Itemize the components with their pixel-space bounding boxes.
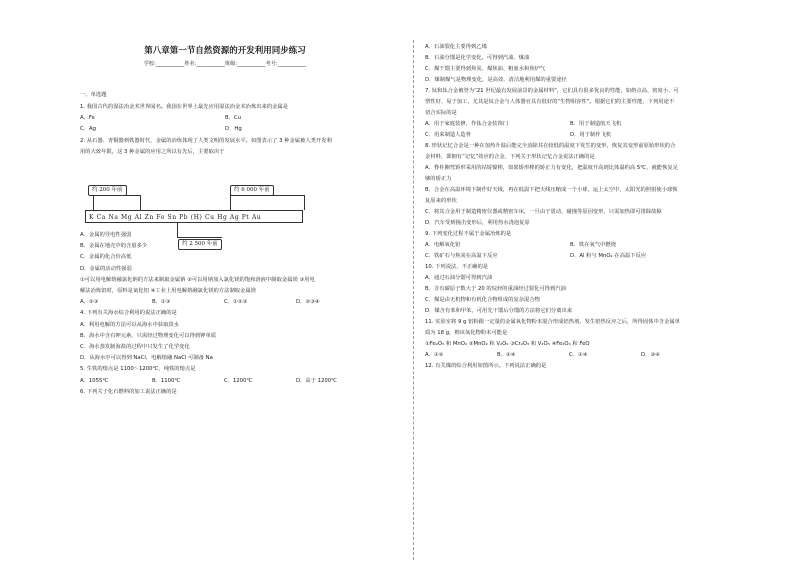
answer-option: A．利用电解的方法可以从海水中获取淡水	[80, 321, 179, 328]
answer-option: B．合金在高温环境下制作好天线，再在低温下把天线压缩成一个小球，运上太空中，太阳光的照射使小球恢	[425, 187, 678, 193]
answer-option: A．通过石油分馏可得到汽油	[425, 275, 493, 281]
question-text: 1. 我国古代的湿法冶金术世界闻名。我国在世界上最先应用湿法冶金术冶炼出来的金属是	[80, 104, 289, 110]
timeline-connector	[93, 195, 140, 196]
question-choices: ①Fe₂O₃ 和 MnO₂ ②MnO₂ 和 V₂O₅ ③Cr₂O₃ 和 V₂O₅ ④Fe₃O₄ 和 FeO	[425, 341, 590, 347]
question-text: 4. 下列有关海水综合利用的说法正确的是	[80, 310, 177, 317]
answer-option: 复原来的形状	[425, 198, 457, 204]
question-text: 8. 形状记忆合金是一种在加热升温后能完全消除其在较低的温度下发生的变形，恢复其变形前原始形状的合	[425, 143, 676, 149]
answer-option: B．石油分馏是化学变化，可得到汽油、煤油	[425, 55, 530, 61]
metal-activity-timeline	[85, 182, 310, 252]
timeline-connector	[230, 195, 231, 210]
timeline-connector	[230, 195, 305, 196]
answer-option[interactable]: C．1200℃	[224, 377, 253, 384]
timeline-connector	[93, 195, 94, 210]
answer-option[interactable]: D．②③④	[296, 299, 320, 306]
answer-option: B．金属在地壳中的含量多少	[80, 243, 148, 250]
answer-option: 够的矫正力	[425, 176, 452, 182]
answer-option[interactable]: C．①④	[569, 352, 588, 358]
answer-option[interactable]: B．①③	[152, 299, 171, 306]
answer-option: A．石油裂化主要得到乙烯	[425, 44, 487, 50]
answer-option[interactable]: B．用于制造航天飞机	[570, 121, 622, 127]
answer-option: C．煤是由无机物和有机化合物组成的复杂混合物	[425, 297, 540, 303]
answer-option: D．煤含有苯和甲苯，可用先干馏后分馏的方法将它们分离出来	[425, 308, 573, 314]
answer-option: A．金属的导电性强弱	[80, 232, 132, 238]
timeline-connector	[304, 195, 305, 210]
answer-option[interactable]: A．①②	[425, 352, 444, 358]
section-heading: 一、单选题	[80, 92, 107, 98]
answer-option[interactable]: B．铁在氧气中燃烧	[570, 242, 617, 248]
answer-option[interactable]: D．Hg	[225, 126, 242, 133]
timeline-connector	[177, 223, 178, 237]
timeline-label-200: 约 200 年前	[88, 185, 127, 196]
column-divider	[413, 40, 414, 560]
option-row	[425, 253, 715, 260]
page-title: 第八章第一节自然资源的开发利用同步练习	[144, 46, 306, 56]
question-text: 质为 18 g，则该氧化物粉末可能是	[425, 330, 508, 336]
answer-option[interactable]: A．用于家庭装修，作钛合金装饰门	[425, 121, 509, 127]
option-row	[80, 299, 368, 306]
option-row	[425, 352, 713, 359]
metal-activity-series: K Ca Na Mg Al Zn Fe Sn Pb (H) Cu Hg Ag Pt Au	[85, 210, 303, 223]
answer-option: C．将其合金用于制造精密仪器或精密车床，一旦由于震动，碰撞等原因变形，只需加热即可排除故障	[425, 209, 662, 215]
answer-option[interactable]: C．用来制造人造骨	[425, 132, 472, 138]
answer-option: C．海水蒸发制海盐的过程中只发生了化学变化	[80, 344, 190, 350]
answer-option[interactable]: C．Ag	[80, 126, 96, 133]
answer-option[interactable]: C．①②③	[224, 299, 248, 306]
answer-option[interactable]: D．Al 粉与 MnO₂ 在高温下反应	[570, 253, 647, 259]
answer-option: B．海水中含有钾元素，只需经过物理变化可以得到钾单质	[80, 332, 217, 339]
question-text: 10. 下列说法，不正确的是	[425, 264, 489, 270]
answer-option[interactable]: D．③④	[641, 352, 660, 358]
option-row	[425, 242, 715, 249]
question-text: 6. 下列关于化石燃料的加工说法正确的是	[80, 388, 177, 395]
question-text: 塑性好、易于加工，尤其是钛合金与人体器官具有很好的“生物相容性”。根据它们的主要性能，下列用途不	[425, 99, 675, 105]
question-text: 11. 实验室将 9 g 铝粉跟一定量的金属氧化物粉末混合形成铝热剂。发生铝热反应之后，所得固体中含金属单	[425, 319, 680, 325]
question-text: 7. 钛和钛合金被誉为“21 世纪最有发展前景的金属材料”，它们具有很多优良的性能，如熔点高、密度小、可	[425, 88, 679, 94]
answer-option: D．金属的活动性强弱	[80, 265, 132, 272]
answer-option[interactable]: B．②④	[497, 352, 516, 358]
answer-option[interactable]: B．Cu	[225, 115, 241, 122]
answer-option[interactable]: C．铁矿石与焦炭在高温下反应	[425, 253, 498, 259]
answer-option[interactable]: A．Fe	[80, 115, 95, 122]
answer-option: D．从海水中可以得到 NaCl，电解熔融 NaCl 可制备 Na	[80, 355, 213, 362]
answer-option: C．煤干馏主要得到焦炭、煤焦油、粗氨水和焦炉气	[425, 66, 546, 72]
question-text: 解法冶炼铝时，原料是氯化铝 ④工业上用电解熔融氯化镁的方法制取金属镁	[80, 288, 256, 294]
student-info-line: 学校:___________姓名:___________班级:___________考号:___________	[143, 61, 307, 67]
question-text: ①可以用电解熔融氯化钠的方法来制取金属钠 ②可以用钠加入氯化镁的饱和溶液中制取金属镁 ③用电	[80, 276, 315, 283]
option-row	[80, 115, 370, 122]
timeline-label-6000: 约 6 000 年前	[230, 185, 274, 196]
answer-option: D．煤制煤气是物理变化，是高效、清洁地利用煤的重要途径	[425, 77, 567, 83]
option-row	[80, 378, 368, 385]
answer-option: A．脊柱侧弯矫形采用的钴锭镍棒，如果矫形棒的矫正力有变化，把温度升高到比体温约高 5℃，就能恢复足	[425, 165, 678, 171]
question-text: 用的大致年限，这 3 种金属的应用之所以有先后，主要取决于	[80, 148, 225, 155]
option-row	[425, 121, 715, 128]
question-text: 切合实际的是	[425, 110, 457, 116]
question-text: 金材料，即拥有“记忆”效应的合金，下列关于形状记忆合金说法正确的是	[425, 154, 595, 160]
question-text: 9. 下列变化过程不属于金属冶炼的是	[425, 231, 512, 237]
answer-option[interactable]: A．1055℃	[80, 377, 109, 384]
question-text: 2. 从石器、青铜器到铁器时代，金属的冶炼体现了人类文明的发展水平。如图表示了 3 种金属被人类开发利	[80, 137, 332, 144]
timeline-label-2500: 约 2 500 年前	[178, 239, 222, 250]
option-row	[80, 126, 370, 133]
timeline-connector	[140, 195, 141, 210]
answer-option[interactable]: A．②③	[80, 299, 99, 306]
answer-option: D．汽车受到撞击变形后，利用热水浇泡复原	[425, 220, 530, 226]
answer-option: B．含有碳原子数大于 20 的烷烃的重油经过裂化可得到汽油	[425, 286, 566, 292]
question-text: 5. 生铁的熔点是 1100～1200℃，纯铁的熔点是	[80, 366, 196, 373]
answer-option[interactable]: D．用于制作飞机	[570, 132, 612, 138]
question-text: 12. 有关煤的综合利用如图所示。下列说法正确的是	[425, 363, 547, 369]
timeline-connector	[177, 237, 222, 238]
answer-option[interactable]: B．1100℃	[152, 377, 181, 384]
option-row	[425, 132, 715, 139]
answer-option[interactable]: A．电解氧化铝	[425, 242, 461, 248]
answer-option[interactable]: D．高于 1200℃	[296, 377, 338, 384]
answer-option: C．金属的化合价高低	[80, 254, 132, 261]
